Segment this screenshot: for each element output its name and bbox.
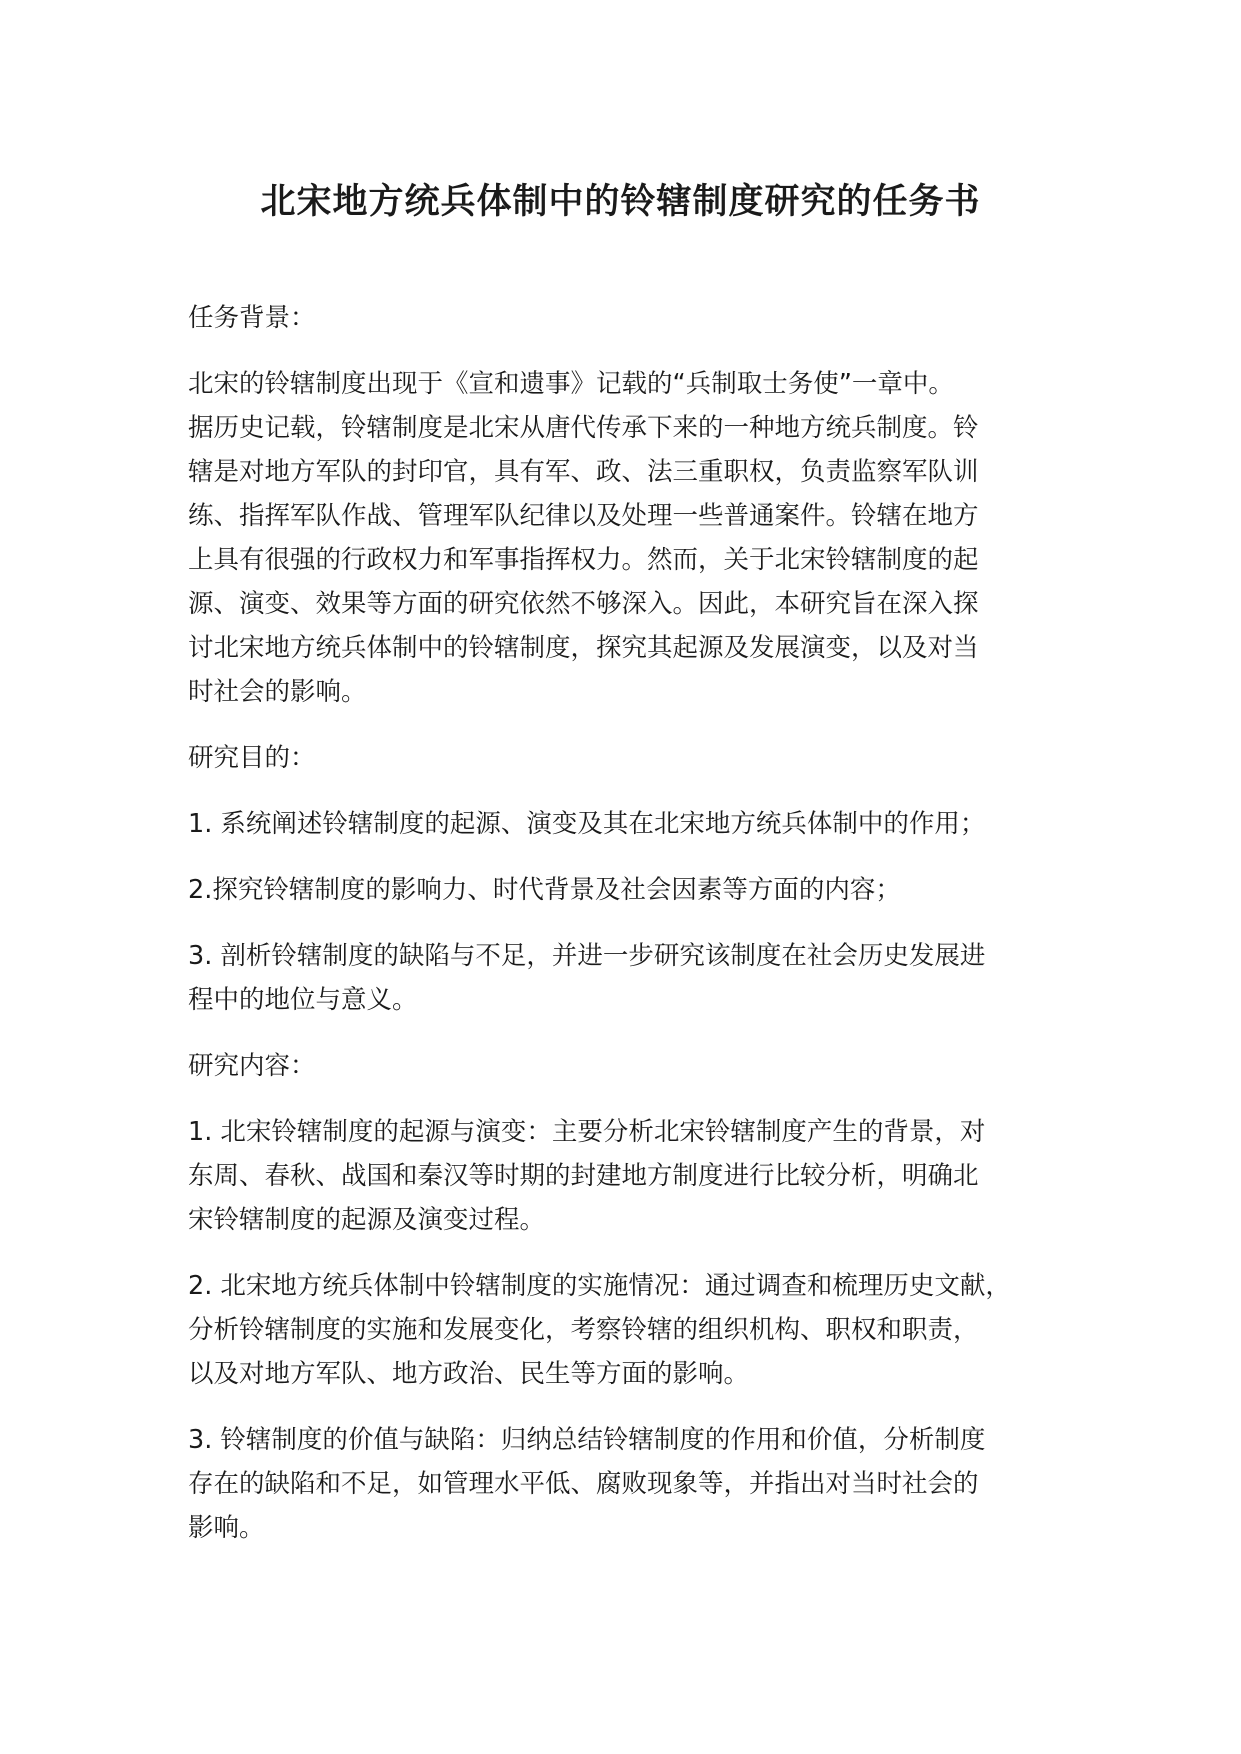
content-item-1 [188,1110,1078,1242]
paragraph-line: 辖是对地方军队的封印官，具有军、政、法三重职权，负责监察军队训 [188,457,979,487]
paragraph-line: 源、演变、效果等方面的研究依然不够深入。因此，本研究旨在深入探 [188,589,979,619]
paragraph-line: 上具有很强的行政权力和军事指挥权力。然而，关于北宋铃辖制度的起 [188,545,979,575]
paragraph-line: 1. 北宋铃辖制度的起源与演变：主要分析北宋铃辖制度产生的背景，对 [188,1117,986,1147]
paragraph-line: 2.探究铃辖制度的影响力、时代背景及社会因素等方面的内容； [188,875,901,905]
paragraph-line: 3. 剖析铃辖制度的缺陷与不足，并进一步研究该制度在社会历史发展进 [188,941,986,971]
purpose-item-2 [188,868,1078,912]
paragraph-line: 东周、春秋、战国和秦汉等时期的封建地方制度进行比较分析，明确北 [188,1161,979,1191]
paragraph-line: 程中的地位与意义。 [188,985,418,1015]
purpose-item-1 [188,802,1078,846]
paragraph-line: 研究内容： [188,1051,316,1081]
paragraph-line: 时社会的影响。 [188,677,367,707]
paragraph-line: 分析铃辖制度的实施和发展变化，考察铃辖的组织机构、职权和职责， [188,1315,979,1345]
paragraph-line: 任务背景： [188,303,316,333]
heading-research-purpose [188,736,1078,780]
paragraph-line: 研究目的： [188,743,316,773]
purpose-item-3 [188,934,1078,1022]
paragraph-line: 1. 系统阐述铃辖制度的起源、演变及其在北宋地方统兵体制中的作用； [188,809,986,839]
heading-research-content [188,1044,1078,1088]
paragraph-line: 讨北宋地方统兵体制中的铃辖制度，探究其起源及发展演变，以及对当 [188,633,979,663]
paragraph-line: 存在的缺陷和不足，如管理水平低、腐败现象等，并指出对当时社会的 [188,1469,979,1499]
paragraph-line: 影响。 [188,1513,265,1543]
content-item-2 [188,1264,1078,1396]
document-title: 北宋地方统兵体制中的铃辖制度研究的任务书 [260,182,981,222]
content-item-3 [188,1418,1078,1550]
paragraph-line: 北宋的铃辖制度出现于《宣和遗事》记载的“兵制取士务使”一章中。 [188,369,954,399]
paragraph-line: 2. 北宋地方统兵体制中铃辖制度的实施情况：通过调查和梳理历史文献， [188,1271,1011,1301]
paragraph-line: 宋铃辖制度的起源及演变过程。 [188,1205,546,1235]
paragraph-background [188,362,1078,714]
paragraph-line: 以及对地方军队、地方政治、民生等方面的影响。 [188,1359,750,1389]
paragraph-line: 练、指挥军队作战、管理军队纪律以及处理一些普通案件。铃辖在地方 [188,501,979,531]
paragraph-line: 3. 铃辖制度的价值与缺陷：归纳总结铃辖制度的作用和价值，分析制度 [188,1425,986,1455]
document-body [188,296,1078,1572]
paragraph-line: 据历史记载，铃辖制度是北宋从唐代传承下来的一种地方统兵制度。铃 [188,413,979,443]
heading-task-background [188,296,1078,340]
